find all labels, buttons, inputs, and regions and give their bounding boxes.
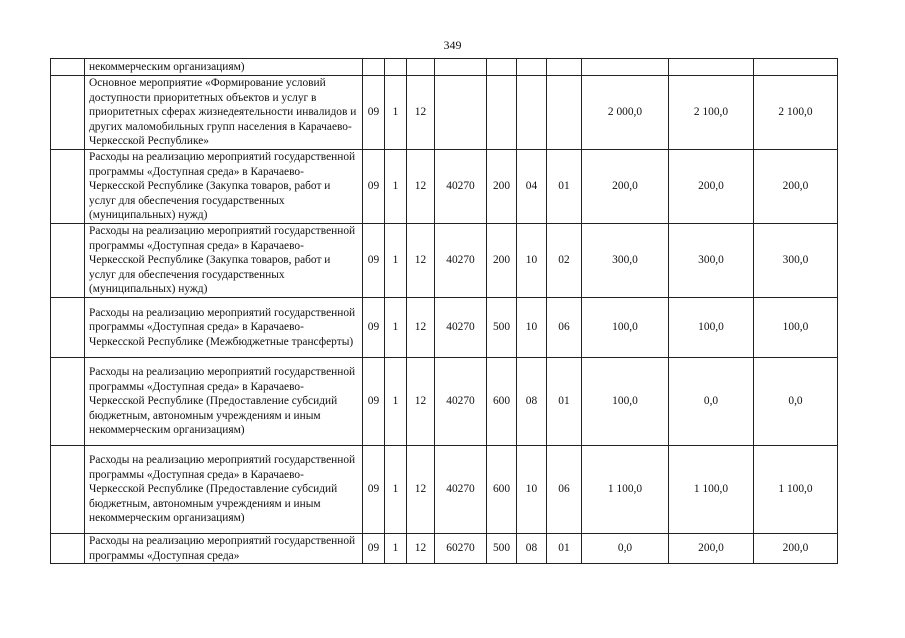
amount-year-2: 300,0 xyxy=(669,224,754,298)
subsection-code xyxy=(547,76,582,150)
subprogram-code: 12 xyxy=(407,76,435,150)
section-code: 10 xyxy=(517,298,547,358)
program-code: 1 xyxy=(385,150,407,224)
amount-year-1: 300,0 xyxy=(582,224,669,298)
amount-year-3: 100,0 xyxy=(754,298,838,358)
amount-year-1: 2 000,0 xyxy=(582,76,669,150)
amount-year-2: 100,0 xyxy=(669,298,754,358)
section-code: 10 xyxy=(517,446,547,534)
ministry-code: 09 xyxy=(363,358,385,446)
row-description: некоммерческим организациям) xyxy=(85,59,363,76)
row-blank-cell xyxy=(51,59,85,76)
table-row xyxy=(51,150,838,224)
target-article-code: 40270 xyxy=(435,224,487,298)
ministry-code: 09 xyxy=(363,534,385,564)
table-row xyxy=(51,76,838,150)
row-description: Расходы на реализацию мероприятий государственной программы «Доступная среда» в Карачаево-Черкесской Республике (Предоставление субсидий бюджетным, автономным учреждениям и иным некоммерческим организациям) xyxy=(85,358,363,446)
amount-year-2: 200,0 xyxy=(669,150,754,224)
program-code: 1 xyxy=(385,298,407,358)
target-article-code: 40270 xyxy=(435,446,487,534)
row-description: Основное мероприятие «Формирование условий доступности приоритетных объектов и услуг в приоритетных сферах жизнедеятельности инвалидов и других маломобильных групп населения в Карачаево-Черкесской Республике» xyxy=(85,76,363,150)
subprogram-code: 12 xyxy=(407,358,435,446)
expense-type-code: 600 xyxy=(487,358,517,446)
amount-year-3 xyxy=(754,59,838,76)
ministry-code: 09 xyxy=(363,224,385,298)
section-code: 08 xyxy=(517,534,547,564)
row-description: Расходы на реализацию мероприятий государственной программы «Доступная среда» в Карачаево-Черкесской Республике (Предоставление субсидий бюджетным, автономным учреждениям и иным некоммерческим организациям) xyxy=(85,446,363,534)
expense-type-code: 500 xyxy=(487,534,517,564)
subprogram-code: 12 xyxy=(407,150,435,224)
target-article-code: 40270 xyxy=(435,358,487,446)
amount-year-3: 300,0 xyxy=(754,224,838,298)
expense-type-code: 600 xyxy=(487,446,517,534)
section-code: 10 xyxy=(517,224,547,298)
expense-type-code: 200 xyxy=(487,224,517,298)
budget-table xyxy=(50,58,838,564)
amount-year-3: 2 100,0 xyxy=(754,76,838,150)
subsection-code: 06 xyxy=(547,446,582,534)
expense-type-code: 200 xyxy=(487,150,517,224)
subprogram-code: 12 xyxy=(407,224,435,298)
program-code: 1 xyxy=(385,534,407,564)
target-article-code xyxy=(435,76,487,150)
section-code xyxy=(517,76,547,150)
expense-type-code xyxy=(487,76,517,150)
ministry-code xyxy=(363,59,385,76)
amount-year-2: 200,0 xyxy=(669,534,754,564)
section-code: 08 xyxy=(517,358,547,446)
row-blank-cell xyxy=(51,76,85,150)
row-description: Расходы на реализацию мероприятий государственной программы «Доступная среда» в Карачаево-Черкесской Республике (Межбюджетные трансферты) xyxy=(85,298,363,358)
subsection-code: 01 xyxy=(547,534,582,564)
program-code: 1 xyxy=(385,358,407,446)
amount-year-3: 0,0 xyxy=(754,358,838,446)
ministry-code: 09 xyxy=(363,150,385,224)
program-code: 1 xyxy=(385,446,407,534)
target-article-code: 40270 xyxy=(435,150,487,224)
amount-year-1: 1 100,0 xyxy=(582,446,669,534)
amount-year-1: 100,0 xyxy=(582,298,669,358)
amount-year-3: 200,0 xyxy=(754,150,838,224)
amount-year-2: 1 100,0 xyxy=(669,446,754,534)
amount-year-1: 100,0 xyxy=(582,358,669,446)
row-blank-cell xyxy=(51,224,85,298)
amount-year-2: 2 100,0 xyxy=(669,76,754,150)
subprogram-code: 12 xyxy=(407,446,435,534)
table-row xyxy=(51,358,838,446)
expense-type-code: 500 xyxy=(487,298,517,358)
amount-year-3: 1 100,0 xyxy=(754,446,838,534)
subsection-code: 01 xyxy=(547,358,582,446)
expense-type-code xyxy=(487,59,517,76)
program-code: 1 xyxy=(385,224,407,298)
row-description: Расходы на реализацию мероприятий государственной программы «Доступная среда» xyxy=(85,534,363,564)
section-code xyxy=(517,59,547,76)
amount-year-1: 200,0 xyxy=(582,150,669,224)
row-description: Расходы на реализацию мероприятий государственной программы «Доступная среда» в Карачаево-Черкесской Республике (Закупка товаров, работ и услуг для обеспечения государственных (муниципальных) нужд) xyxy=(85,224,363,298)
subprogram-code: 12 xyxy=(407,534,435,564)
row-blank-cell xyxy=(51,446,85,534)
table-row xyxy=(51,298,838,358)
target-article-code: 60270 xyxy=(435,534,487,564)
table-row xyxy=(51,59,838,76)
target-article-code: 40270 xyxy=(435,298,487,358)
amount-year-3: 200,0 xyxy=(754,534,838,564)
amount-year-2 xyxy=(669,59,754,76)
target-article-code xyxy=(435,59,487,76)
page-number: 349 xyxy=(443,38,462,52)
ministry-code: 09 xyxy=(363,298,385,358)
row-blank-cell xyxy=(51,534,85,564)
row-blank-cell xyxy=(51,150,85,224)
amount-year-1: 0,0 xyxy=(582,534,669,564)
program-code xyxy=(385,59,407,76)
subprogram-code: 12 xyxy=(407,298,435,358)
subsection-code xyxy=(547,59,582,76)
subsection-code: 01 xyxy=(547,150,582,224)
row-blank-cell xyxy=(51,298,85,358)
table-row xyxy=(51,534,838,564)
ministry-code: 09 xyxy=(363,446,385,534)
table-row xyxy=(51,446,838,534)
ministry-code: 09 xyxy=(363,76,385,150)
subsection-code: 02 xyxy=(547,224,582,298)
row-blank-cell xyxy=(51,358,85,446)
section-code: 04 xyxy=(517,150,547,224)
amount-year-2: 0,0 xyxy=(669,358,754,446)
subprogram-code xyxy=(407,59,435,76)
row-description: Расходы на реализацию мероприятий государственной программы «Доступная среда» в Карачаево-Черкесской Республике (Закупка товаров, работ и услуг для обеспечения государственных (муниципальных) нужд) xyxy=(85,150,363,224)
subsection-code: 06 xyxy=(547,298,582,358)
table-row xyxy=(51,224,838,298)
amount-year-1 xyxy=(582,59,669,76)
program-code: 1 xyxy=(385,76,407,150)
